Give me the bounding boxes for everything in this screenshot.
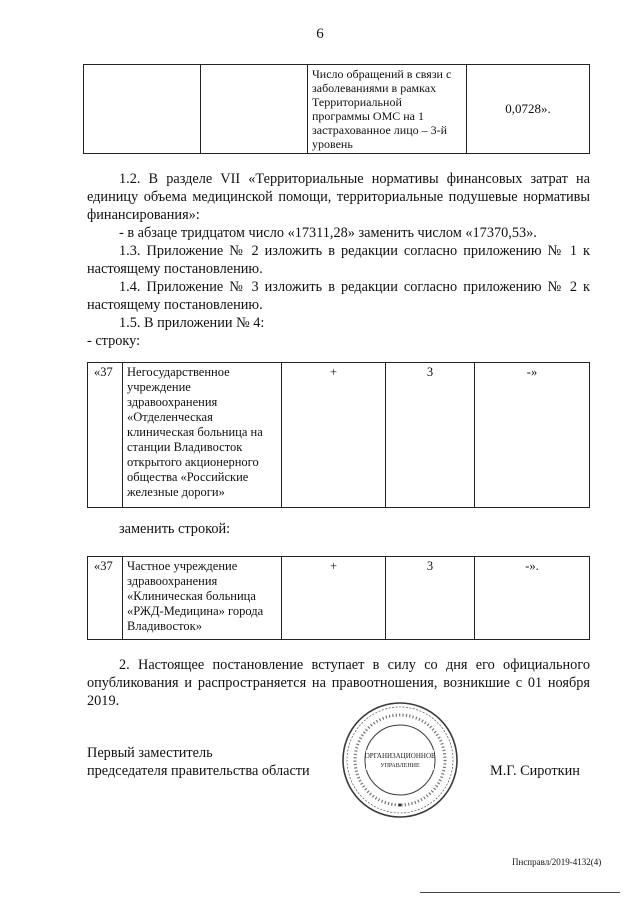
official-seal-icon	[340, 700, 460, 820]
old-row-table	[87, 362, 590, 508]
row-col5: -».	[475, 557, 590, 640]
paragraph-1-2: 1.2. В разделе VII «Территориальные нормативы финансовых затрат на единицу объема медицинской помощи, территориальные подушевые нормативы финансирования»:	[87, 171, 590, 223]
row-number: «37	[88, 363, 123, 508]
signature-name: М.Г. Сироткин	[490, 763, 580, 779]
top-table	[83, 64, 590, 154]
row-number: «37	[88, 557, 123, 640]
table-row	[88, 363, 590, 508]
row-col4: 3	[386, 363, 475, 508]
row-org-name: Негосударственное учреждение здравоохранения «Отделенческая клиническая больница на станции Владивосток открытого акционерного общества «Российские железные дороги»	[123, 363, 282, 508]
row-col3: +	[282, 557, 386, 640]
row-col4: 3	[386, 557, 475, 640]
paragraph-1-5-a: - строку:	[87, 333, 141, 349]
table-row	[88, 557, 590, 640]
row-col3: +	[282, 363, 386, 508]
row-org-name: Частное учреждение здравоохранения «Клиническая больница «РЖД-Медицина» города Владивосток»	[123, 557, 282, 640]
seal-text-line2: УПРАВЛЕНИЕ	[380, 763, 420, 769]
signature-position-line2: председателя правительства области	[87, 763, 310, 779]
signature-position-line1: Первый заместитель	[87, 745, 213, 761]
paragraph-2: 2. Настоящее постановление вступает в силу со дня его официального опубликования и распространяется на правоотношения, возникшие с 01 ноября 2019.	[87, 657, 590, 709]
paragraph-1-2-a: - в абзаце тридцатом число «17311,28» заменить числом «17370,53».	[119, 225, 537, 241]
paragraph-1-4: 1.4. Приложение № 3 изложить в редакции согласно приложению № 2 к настоящему постановлению.	[87, 279, 590, 313]
seal-text-line1: ОРГАНИЗАЦИОННОЕ	[364, 752, 436, 760]
paragraph-replace: заменить строкой:	[119, 521, 231, 537]
paragraph-1-5: 1.5. В приложении № 4:	[119, 315, 265, 331]
table-cell-value: 0,0728».	[467, 65, 590, 154]
page-number: 6	[316, 26, 324, 42]
new-row-table	[87, 556, 590, 640]
table-cell-empty	[201, 65, 308, 154]
table-cell-indicator: Число обращений в связи с заболеваниями в рамках Территориальной программы ОМС на 1 застрахованное лицо – 3-й уровень	[308, 65, 467, 154]
paragraph-1-3: 1.3. Приложение № 2 изложить в редакции согласно приложению № 1 к настоящему постановлению.	[87, 243, 590, 277]
table-cell-empty	[84, 65, 201, 154]
footer-divider	[420, 892, 620, 893]
row-col5: -»	[475, 363, 590, 508]
document-code: Пнсправл/2019-4132(4)	[512, 857, 602, 867]
table-row	[84, 65, 590, 154]
